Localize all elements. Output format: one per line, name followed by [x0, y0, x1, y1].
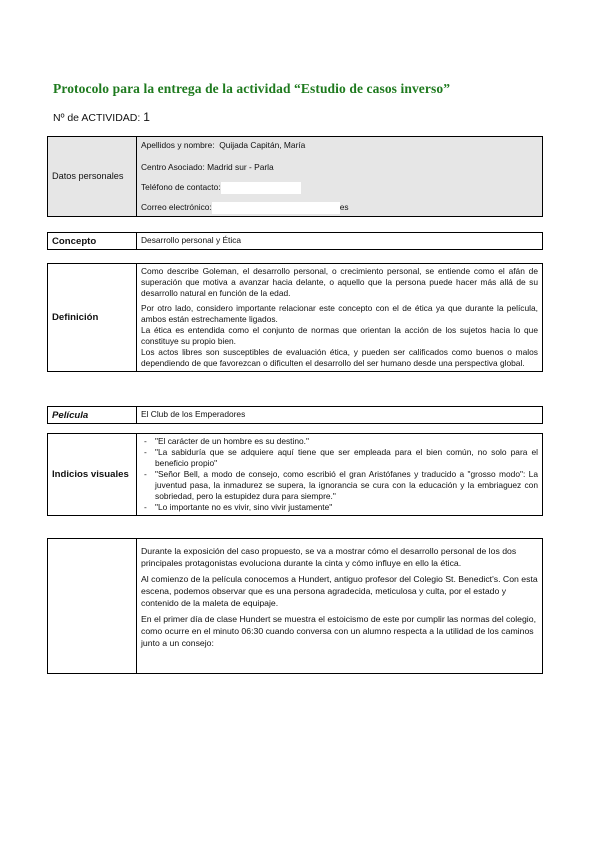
personal-data-label: Datos personales [48, 137, 137, 217]
phone-redacted [221, 182, 301, 194]
concept-table [47, 232, 543, 250]
visual-cues-list-cell [137, 434, 543, 516]
activity-label: Nº de ACTIVIDAD: [53, 112, 141, 124]
email-row: Correo electrónico: es [141, 202, 349, 213]
analysis-table [47, 538, 543, 674]
list-item: - "La sabiduría que se adquiere aquí tiene que ser empleada para el bien común, no solo para el beneficio propio" [141, 447, 538, 469]
film-label: Película [48, 407, 137, 424]
list-item: - "El carácter de un hombre es su destino." [141, 436, 538, 447]
name-value: Quijada Capitán, María [219, 140, 306, 150]
email-redacted [212, 202, 340, 214]
document-title: Protocolo para la entrega de la actividad “Estudio de casos inverso” [53, 81, 451, 96]
visual-cues-label: Indicios visuales [48, 434, 137, 516]
film-value: El Club de los Emperadores [137, 407, 543, 424]
definition-text: Como describe Goleman, el desarrollo personal, o crecimiento personal, se entiende como el afán de superación que motiva a avanzar hacia delante, o aquello que la persona puede hacer más allá de su desarrollo natural en función de la edad. Por otro lado, considero importante relacionar este concepto con el de ética ya que durante la película, ambos están estrechamente ligados. La ética es entendida como el conjunto de normas que orientan la acción de los sujetos hacia lo que constituye su propio bien. Los actos libres son susceptibles de evaluación ética, y pueden ser calificados como buenos o malos dependiendo de que favorezcan o dificulten el desarrollo del ser humano desde una perspectiva global. [137, 264, 543, 372]
name-row: Apellidos y nombre: Quijada Capitán, María [141, 140, 306, 150]
list-item: - "Lo importante no es vivir, sino vivir justamente" [141, 502, 538, 513]
activity-number [53, 110, 150, 124]
definition-table [47, 263, 543, 372]
concept-label: Concepto [48, 233, 137, 250]
concept-value: Desarrollo personal y Ética [137, 233, 543, 250]
phone-row: Teléfono de contacto: [141, 182, 538, 202]
definition-label: Definición [48, 264, 137, 372]
analysis-text: Durante la exposición del caso propuesto, se va a mostrar cómo el desarrollo personal de los dos principales protagonistas evoluciona durante la cinta y cómo influye en ello la ética. Al comienzo de la película conocemos a Hundert, antiguo profesor del Colegio St. Benedict's. Con esta escena, podemos observar que es una persona agradecida, meticulosa y culta, por el estado y contenido de la maleta de equipaje. En el primer día de clase Hundert se muestra el estoicismo de este por cumplir las normas del colegio, como ocurre en el minuto 06:30 cuando conversa con un alumno respecta a la utilidad de los caminos junto a un consejo: [137, 539, 543, 674]
analysis-label [48, 539, 137, 674]
visual-cues-table [47, 433, 543, 516]
center-row: Centro Asociado: Madrid sur - Parla [141, 162, 274, 172]
visual-cues-list [141, 436, 538, 513]
personal-data-table [47, 136, 543, 217]
list-item: - "Señor Bell, a modo de consejo, como escribió el gran Aristófanes y traducido a "grosso modo": La juventud pasa, la inmadurez se supera, la ignorancia se cura con la educación y la embriaguez con sobriedad, pero la estupidez dura para siempre." [141, 469, 538, 502]
activity-value: 1 [143, 110, 150, 124]
personal-data-fields [137, 137, 543, 217]
film-table [47, 406, 543, 424]
